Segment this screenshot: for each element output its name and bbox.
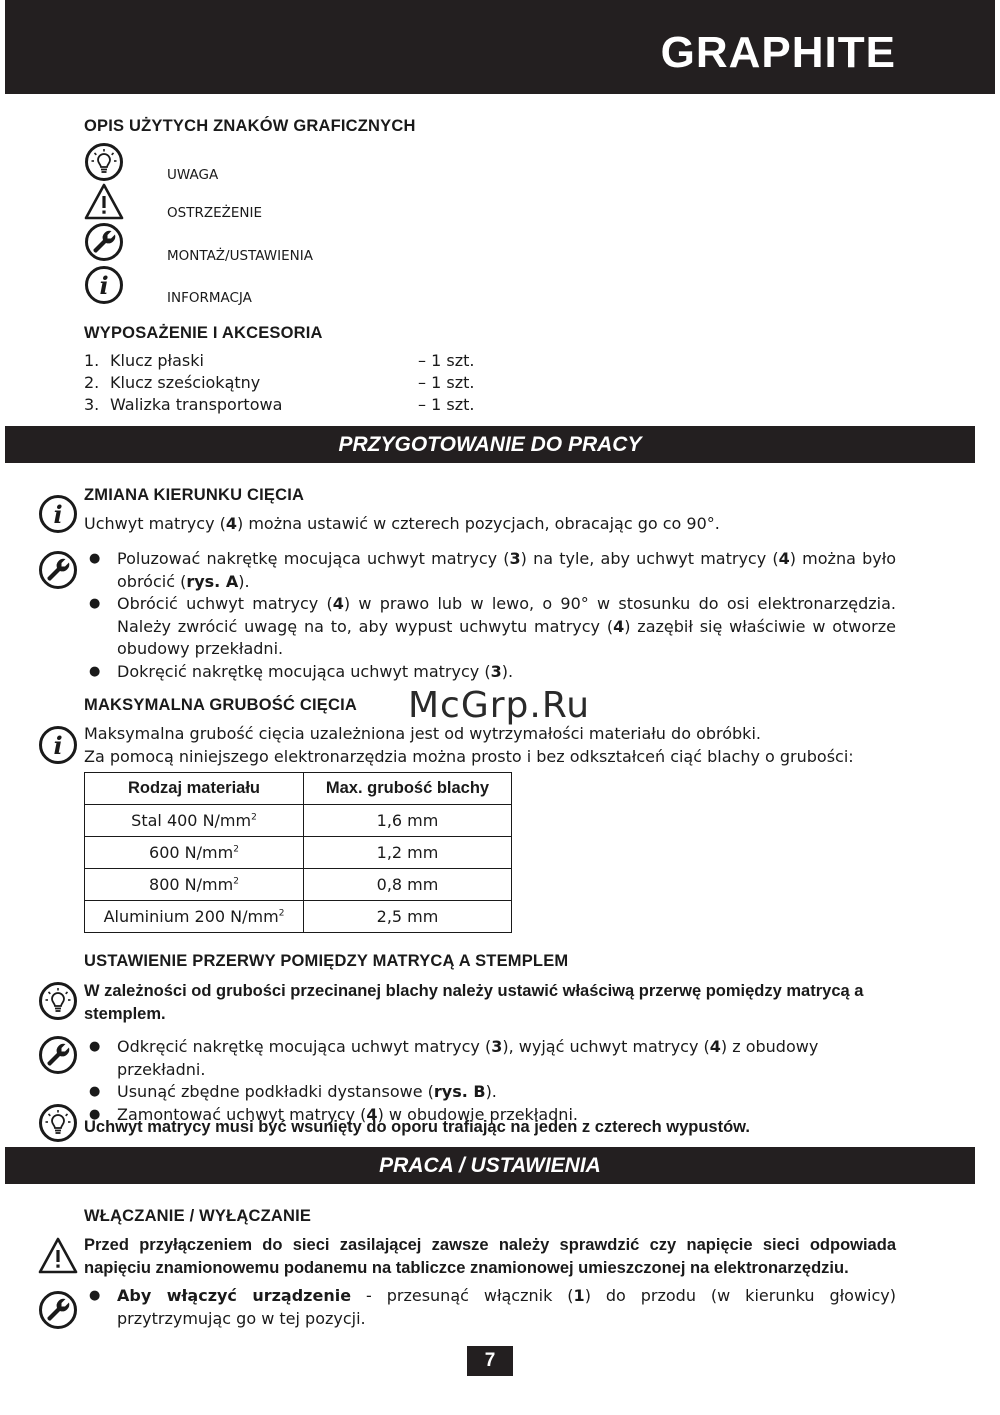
accessory-name: Klucz sześciokątny	[110, 373, 261, 392]
on-off-steps	[84, 1285, 896, 1330]
gap-setting-heading: USTAWIENIE PRZERWY POMIĘDZY MATRYCĄ A STEMPLEM	[84, 952, 569, 970]
lightbulb-icon	[84, 142, 124, 182]
svg-text:i: i	[53, 731, 63, 760]
list-item: ● Poluzować nakrętkę mocująca uchwyt matrycy (3) na tyle, aby uchwyt matrycy (4) można było obrócić (rys. A).	[84, 548, 896, 593]
table-cell: 0,8 mm	[304, 869, 512, 901]
brand-logo: GRAPHITE	[660, 28, 896, 77]
section-title-preparation: PRZYGOTOWANIE DO PRACY	[5, 426, 975, 463]
accessory-qty: – 1 szt.	[418, 351, 475, 370]
symbol-label-montaz: MONTAŻ/USTAWIENIA	[167, 248, 313, 264]
accessory-name: Klucz płaski	[110, 351, 204, 370]
wrench-icon	[38, 550, 78, 590]
material-table	[84, 772, 512, 933]
info-icon	[38, 725, 78, 765]
cutting-direction-steps	[84, 548, 896, 683]
symbol-label-ostrzezenie: OSTRZEŻENIE	[167, 205, 262, 221]
symbol-label-informacja: INFORMACJA	[167, 290, 252, 306]
table-row	[85, 901, 512, 933]
lightbulb-icon	[38, 1103, 78, 1143]
max-thickness-text: Maksymalna grubość cięcia uzależniona jest od wytrzymałości materiału do obróbki. Za pomocą niniejszego elektronarzędzia można prosto i bez odkształceń ciąć blachy o grubości:	[84, 724, 854, 766]
list-item: ● Dokręcić nakrętkę mocująca uchwyt matrycy (3).	[84, 661, 896, 684]
accessory-name: Walizka transportowa	[110, 395, 283, 414]
lightbulb-icon	[38, 981, 78, 1021]
watermark: McGrp.Ru	[408, 685, 591, 726]
accessories-heading: WYPOSAŻENIE I AKCESORIA	[84, 324, 323, 342]
accessory-row: 1. Klucz płaski – 1 szt.	[84, 351, 475, 370]
svg-text:i: i	[53, 500, 63, 529]
table-cell: 1,6 mm	[304, 805, 512, 837]
info-icon	[84, 265, 124, 305]
wrench-icon	[38, 1290, 78, 1330]
table-row	[85, 869, 512, 901]
gap-setting-steps	[84, 1036, 896, 1126]
symbol-label-uwaga: UWAGA	[167, 167, 219, 183]
on-off-warning: Przed przyłączeniem do sieci zasilającej zawsze należy sprawdzić czy napięcie sieci odpowiada napięciu znamionowemu podanemu na tabliczce znamionowej umieszczonej na elektronarzędziu.	[84, 1236, 896, 1277]
section-title-work: PRACA / USTAWIENIA	[5, 1147, 975, 1184]
max-thickness-heading: MAKSYMALNA GRUBOŚĆ CIĘCIA	[84, 696, 357, 714]
accessories-list	[84, 351, 504, 417]
warning-triangle-icon	[38, 1236, 78, 1276]
page-number: 7	[467, 1346, 513, 1376]
list-item: ● Obrócić uchwyt matrycy (4) w prawo lub w lewo, o 90° w stosunku do osi elektronarzędzia. Należy zwrócić uwagę na to, aby wypust uchwytu matrycy (4) zazębił się właściwie w otworze obudowy przekładni.	[84, 593, 896, 661]
warning-triangle-icon	[84, 182, 124, 222]
table-cell: 1,2 mm	[304, 837, 512, 869]
list-item: ● Zamontować uchwyt matrycy (4) w obudowie przekładni.	[84, 1104, 896, 1127]
symbols-heading: OPIS UŻYTYCH ZNAKÓW GRAFICZNYCH	[84, 117, 416, 135]
list-item: ● Aby włączyć urządzenie - przesunąć włącznik (1) do przodu (w kierunku głowicy) przytrzymując go w tej pozycji.	[84, 1285, 896, 1330]
accessory-qty: – 1 szt.	[418, 373, 475, 392]
table-cell: 600 $N/mm^2$	[85, 837, 304, 869]
table-cell: Aluminium 200 $N/mm^2$	[85, 901, 304, 933]
table-row	[85, 805, 512, 837]
gap-setting-note: W zależności od grubości przecinanej blachy należy ustawić właściwą przerwę pomiędzy matrycą a stemplem.	[84, 982, 864, 1023]
on-off-heading: WŁĄCZANIE / WYŁĄCZANIE	[84, 1207, 312, 1225]
column-header: Rodzaj materiału	[85, 773, 304, 805]
gap-setting-note-2: Uchwyt matrycy musi być wsunięty do oporu trafiając na jeden z czterech wypustów.	[84, 1118, 750, 1136]
cutting-direction-info: Uchwyt matrycy (4) można ustawić w czterech pozycjach, obracając go co 90°.	[84, 514, 720, 533]
list-item: ● Usunąć zbędne podkładki dystansowe (rys. B).	[84, 1081, 896, 1104]
accessory-qty: – 1 szt.	[418, 395, 475, 414]
accessory-row: 2. Klucz sześciokątny – 1 szt.	[84, 373, 475, 392]
table-row	[85, 837, 512, 869]
wrench-icon	[84, 222, 124, 262]
table-cell: 800 $N/mm^2$	[85, 869, 304, 901]
table-header-row	[85, 773, 512, 805]
svg-text:i: i	[99, 271, 109, 300]
info-icon	[38, 494, 78, 534]
table-cell: Stal 400 $N/mm^2$	[85, 805, 304, 837]
accessory-row: 3. Walizka transportowa – 1 szt.	[84, 395, 475, 414]
list-item: ● Odkręcić nakrętkę mocująca uchwyt matrycy (3), wyjąć uchwyt matrycy (4) z obudowy przekładni.	[84, 1036, 896, 1081]
table-cell: 2,5 mm	[304, 901, 512, 933]
column-header: Max. grubość blachy	[304, 773, 512, 805]
wrench-icon	[38, 1035, 78, 1075]
cutting-direction-heading: ZMIANA KIERUNKU CIĘCIA	[84, 486, 305, 504]
